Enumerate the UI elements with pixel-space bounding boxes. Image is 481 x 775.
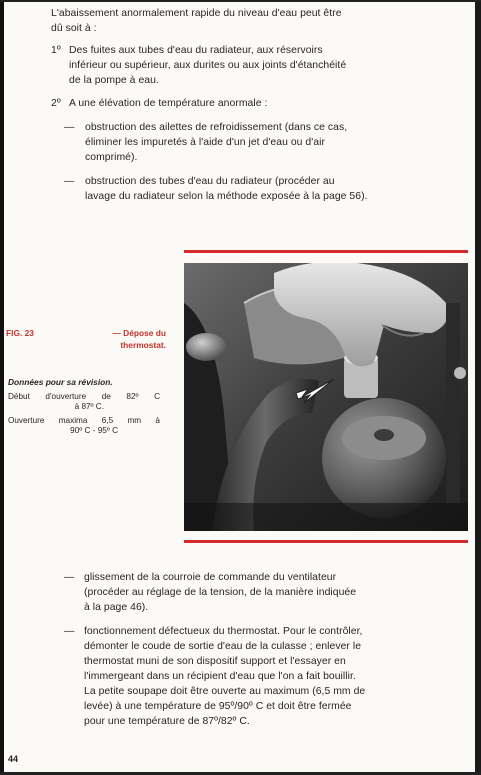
dash-3-line-3: à la page 46). (84, 602, 149, 613)
dash-1-marker: — (64, 122, 75, 133)
figure-caption-line-1: — Dépose du (112, 328, 166, 338)
figure-number: FIG. 23 (6, 328, 34, 338)
engine-photo-illustration (184, 263, 468, 531)
dash-1-line-2: éliminer les impuretés à l'aide d'un jet d'eau ou d'air (85, 137, 325, 148)
figure-caption-line-2: thermostat. (120, 340, 166, 350)
item-2-marker: 2º (51, 98, 61, 109)
sidebar-p1-line-2: à 87º C. (74, 402, 104, 411)
intro-line-1: L'abaissement anormalement rapide du niveau d'eau peut être (51, 8, 342, 19)
sidebar-p2-line-2: 90º C - 95º C (70, 426, 118, 435)
item-1-marker: 1º (51, 45, 61, 56)
item-2-text: A une élévation de température anormale : (69, 98, 268, 109)
dash-2-line-1: obstruction des tubes d'eau du radiateur (procéder au (85, 176, 335, 187)
dash-4-line-1: fonctionnement défectueux du thermostat. Pour le contrôler, (84, 626, 363, 637)
item-1-line-2: inférieur ou supérieur, aux durites ou aux joints d'étanchéité (69, 60, 347, 71)
dash-3-marker: — (64, 572, 75, 583)
figure-caption (6, 327, 166, 351)
dash-4-line-6: levée) à une température de 95º/90º C et doit être fermée (84, 701, 352, 712)
dash-4-line-3: thermostat muni de son dispositif support et l'essayer en (84, 656, 346, 667)
sidebar-p2-line-1: Ouverture maxima 6,5 mm à (8, 416, 160, 425)
page-number: 44 (8, 754, 19, 764)
red-rule-bottom (184, 540, 468, 543)
dash-4-marker: — (64, 626, 75, 637)
intro-line-2: dû soit à : (51, 23, 97, 34)
page-edge-right (475, 0, 481, 775)
item-1-line-3: de la pompe à eau. (69, 75, 159, 86)
page-edge-left (0, 0, 4, 775)
sidebar-heading: Données pour sa révision. (8, 377, 113, 387)
dash-4-line-2: démonter le coude de sortie d'eau de la culasse ; enlever le (84, 641, 362, 652)
dash-4-line-5: La petite soupape doit être ouverte au maximum (6,5 mm de (84, 686, 366, 697)
dash-4-line-4: l'immergeant dans un récipient d'eau que l'on a fait bouillir. (84, 671, 356, 682)
dash-3-line-1: glissement de la courroie de commande du ventilateur (84, 572, 337, 583)
sidebar-p1-line-1: Début d'ouverture de 82º C (8, 392, 160, 401)
dash-2-line-2: lavage du radiateur selon la méthode exposée à la page 56). (85, 191, 368, 202)
red-rule-top (184, 250, 468, 253)
dash-3-line-2: (procéder au réglage de la tension, de la manière indiquée (84, 587, 357, 598)
item-1-line-1: Des fuites aux tubes d'eau du radiateur, aux réservoirs (69, 45, 323, 56)
page-edge-top (0, 0, 481, 2)
dash-1-line-3: comprimé). (85, 152, 138, 163)
dash-2-marker: — (64, 176, 75, 187)
engine-photo (184, 263, 468, 531)
dash-1-line-1: obstruction des ailettes de refroidissement (dans ce cas, (85, 122, 348, 133)
dash-4-line-7: pour une température de 87º/82º C. (84, 716, 250, 727)
